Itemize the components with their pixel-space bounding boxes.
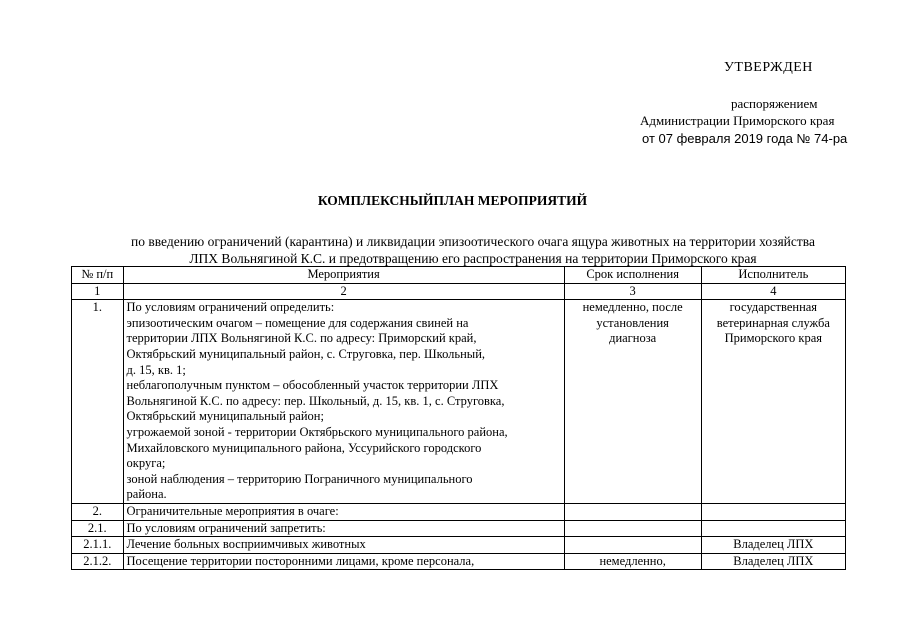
table-row <box>72 503 846 520</box>
header-measures: Мероприятия <box>123 267 564 284</box>
measure-line: д. 15, кв. 1; <box>126 362 186 377</box>
measure-line: зоной наблюдения – территорию Пограничного муниципального <box>126 471 473 486</box>
subtitle-line-1: по введению ограничений (карантина) и ликвидации эпизоотического очага ящура животных на территории хозяйства <box>131 234 815 249</box>
row-term-empty <box>564 520 701 537</box>
table-row <box>72 553 846 570</box>
row-executor <box>701 300 845 504</box>
approval-stamp: УТВЕРЖДЕН <box>724 60 813 75</box>
executor-line: государственная <box>729 300 818 315</box>
row-executor: Владелец ЛПХ <box>701 537 845 554</box>
header-executor: Исполнитель <box>701 267 845 284</box>
table-row <box>72 520 846 537</box>
row-number: 1. <box>72 300 124 504</box>
document-subtitle <box>78 233 868 267</box>
measure-line: Октябрьский муниципальный район; <box>126 409 324 424</box>
row-term <box>564 300 701 504</box>
row-number: 2. <box>72 503 124 520</box>
table-column-numbers-row <box>72 283 846 300</box>
column-number-2: 2 <box>123 283 564 300</box>
measure-line: неблагополучным пунктом – обособленный участок территории ЛПХ <box>126 378 499 393</box>
row-executor-empty <box>701 503 845 520</box>
row-measure-section-heading: Ограничительные мероприятия в очаге: <box>123 503 564 520</box>
table-row <box>72 300 846 504</box>
executor-line: ветеринарная служба <box>716 315 830 330</box>
subtitle-line-2: ЛПХ Вольнягиной К.С. и предотвращению его распространения на территории Приморского края <box>189 251 757 266</box>
measure-line: эпизоотическим очагом – помещение для содержания свиней на <box>126 315 469 330</box>
header-term: Срок исполнения <box>564 267 701 284</box>
row-term-empty <box>564 537 701 554</box>
measure-line: Октябрьский муниципальный район, с. Струговка, пер. Школьный, <box>126 346 486 361</box>
row-measure <box>123 300 564 504</box>
column-number-1: 1 <box>72 283 124 300</box>
order-reference-date: от 07 февраля 2019 года № 74-ра <box>642 131 848 146</box>
measure-line: угрожаемой зоной - территории Октябрьского муниципального района, <box>126 424 508 439</box>
row-measure: Лечение больных восприимчивых животных <box>123 537 564 554</box>
row-term: немедленно, <box>564 553 701 570</box>
table-header-row <box>72 267 846 284</box>
row-measure: По условиям ограничений запретить: <box>123 520 564 537</box>
measure-line: По условиям ограничений определить: <box>126 300 335 315</box>
column-number-4: 4 <box>701 283 845 300</box>
term-line: немедленно, после <box>582 300 683 315</box>
measures-table <box>71 266 846 570</box>
measure-line: Вольнягиной К.С. по адресу: пер. Школьный, д. 15, кв. 1, с. Струговка, <box>126 393 505 408</box>
row-number: 2.1.2. <box>72 553 124 570</box>
row-term-empty <box>564 503 701 520</box>
table-row <box>72 537 846 554</box>
measure-line: территории ЛПХ Вольнягиной К.С. по адресу: Приморский край, <box>126 331 477 346</box>
row-executor-empty <box>701 520 845 537</box>
measure-line: Михайловского муниципального района, Уссурийского городского <box>126 440 482 455</box>
row-number: 2.1. <box>72 520 124 537</box>
row-measure: Посещение территории посторонними лицами, кроме персонала, <box>123 553 564 570</box>
term-line: диагноза <box>609 331 657 346</box>
order-reference-line-1: распоряжением <box>731 96 818 111</box>
measure-line: района. <box>126 487 167 502</box>
row-executor: Владелец ЛПХ <box>701 553 845 570</box>
document-title: КОМПЛЕКСНЫЙПЛАН МЕРОПРИЯТИЙ <box>317 193 588 208</box>
row-number: 2.1.1. <box>72 537 124 554</box>
column-number-3: 3 <box>564 283 701 300</box>
order-reference-line-2: Администрации Приморского края <box>640 113 835 128</box>
measure-line: округа; <box>126 456 166 471</box>
header-number: № п/п <box>72 267 124 284</box>
executor-line: Приморского края <box>724 331 823 346</box>
term-line: установления <box>596 315 669 330</box>
